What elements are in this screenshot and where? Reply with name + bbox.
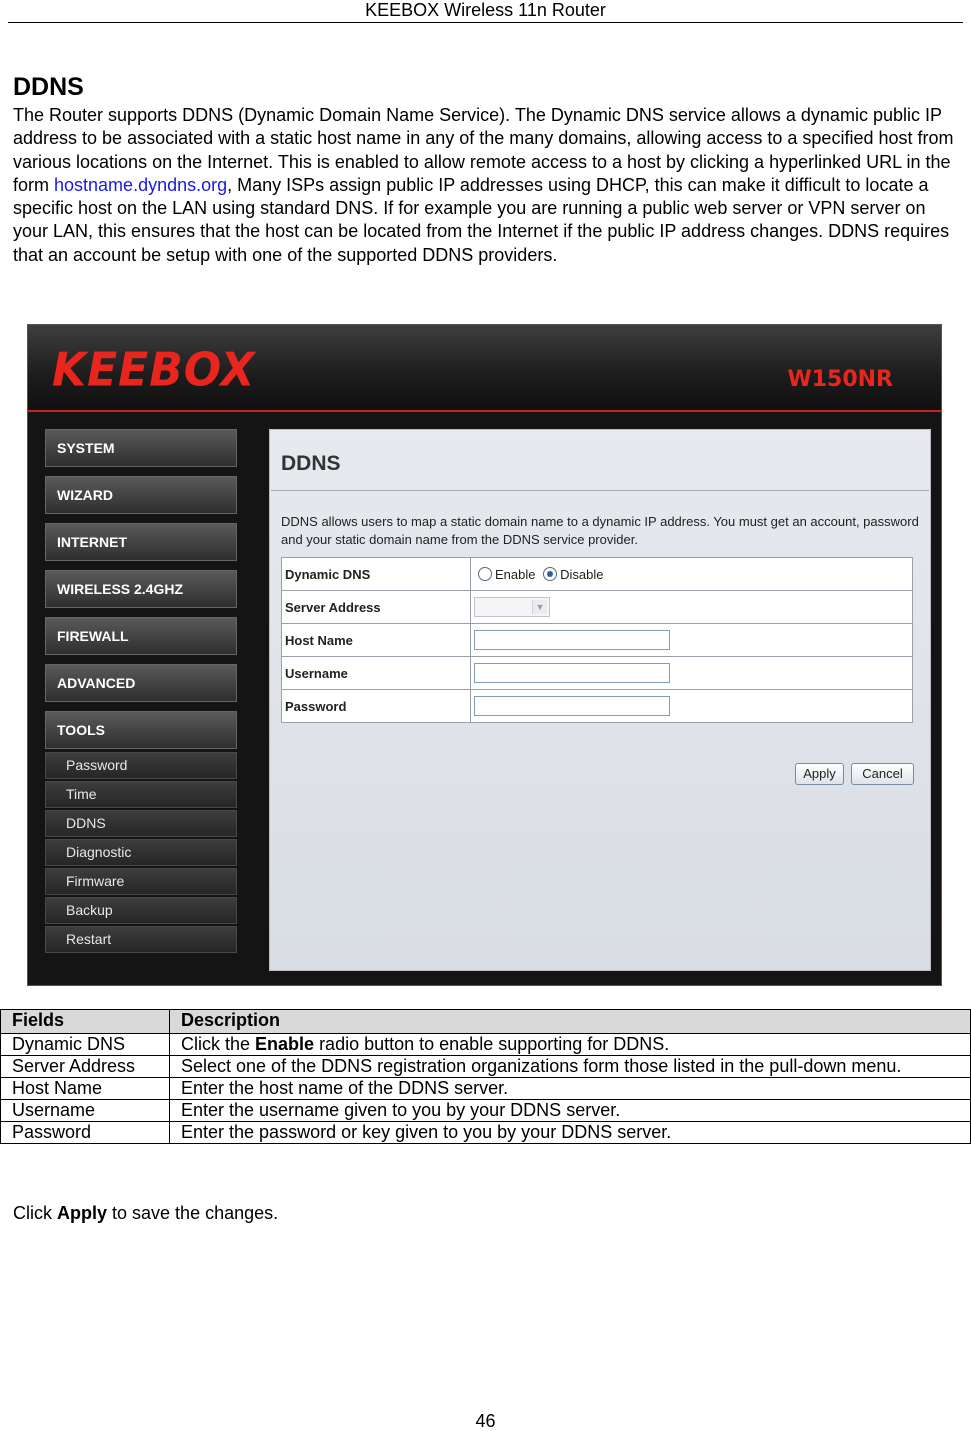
outro-pre: Click xyxy=(13,1203,57,1223)
menu-advanced[interactable]: ADVANCED xyxy=(45,664,237,702)
table-row xyxy=(1,1034,971,1056)
field-name: Host Name xyxy=(1,1078,170,1100)
router-ui-screenshot xyxy=(27,324,942,986)
field-description: Enter the username given to you by your DDNS server. xyxy=(170,1100,971,1122)
model-label: W150NR xyxy=(787,367,893,392)
field-name: Username xyxy=(1,1100,170,1122)
field-description xyxy=(170,1034,971,1056)
menu-sub-diagnostic[interactable]: Diagnostic xyxy=(45,839,237,866)
menu-tools[interactable]: TOOLS xyxy=(45,711,237,749)
chevron-down-icon: ▼ xyxy=(532,600,547,614)
panel-description: DDNS allows users to map a static domain name to a dynamic IP address. You must get an account, password and your static domain name from the DDNS service provider. xyxy=(281,514,919,547)
hostname-link[interactable]: hostname.dyndns.org xyxy=(54,174,228,195)
field-name: Dynamic DNS xyxy=(1,1034,170,1056)
username-input[interactable] xyxy=(474,663,670,683)
section-title: DDNS xyxy=(13,73,84,101)
table-row xyxy=(1,1100,971,1122)
menu-internet[interactable]: INTERNET xyxy=(45,523,237,561)
panel-divider xyxy=(271,490,929,491)
outro-bold: Apply xyxy=(57,1203,108,1223)
field-name: Password xyxy=(1,1122,170,1144)
page-header: KEEBOX Wireless 11n Router xyxy=(8,0,963,23)
intro-text-2: , Many ISPs assign public IP addresses using DHCP, this can make it difficult to locate a specific host on the LAN using standard DNS. If for example you are running a public web server or VPN server on your LAN, this ensures that the host can be located from the Internet if the public IP address changes. DDNS requires that an account be setup with one of the supported DDNS providers. xyxy=(13,174,950,265)
ddns-form xyxy=(281,557,913,723)
field-name: Server Address xyxy=(1,1056,170,1078)
fields-table xyxy=(0,1009,971,1144)
menu-sub-backup[interactable]: Backup xyxy=(45,897,237,924)
keebox-logo: KEEBOX xyxy=(52,343,256,398)
username-label: Username xyxy=(282,657,471,690)
fields-header: Fields xyxy=(1,1010,170,1034)
desc-text: Click the xyxy=(181,1034,256,1054)
outro-text xyxy=(13,1201,278,1225)
password-label: Password xyxy=(282,690,471,723)
menu-system[interactable]: SYSTEM xyxy=(45,429,237,467)
menu-wizard[interactable]: WIZARD xyxy=(45,476,237,514)
description-header: Description xyxy=(170,1010,971,1034)
outro-post: to save the changes. xyxy=(107,1203,279,1223)
panel-title: DDNS xyxy=(281,452,341,475)
password-input[interactable] xyxy=(474,696,670,716)
router-banner xyxy=(28,325,941,412)
cancel-button[interactable]: Cancel xyxy=(851,763,914,785)
page-number: 46 xyxy=(475,1411,496,1431)
menu-sub-password[interactable]: Password xyxy=(45,752,237,779)
apply-button[interactable]: Apply xyxy=(795,763,844,785)
menu-sub-restart[interactable]: Restart xyxy=(45,926,237,953)
server-address-select[interactable] xyxy=(474,597,550,617)
host-name-input[interactable] xyxy=(474,630,670,650)
dynamic-dns-label: Dynamic DNS xyxy=(282,558,471,591)
table-row xyxy=(1,1078,971,1100)
field-description: Enter the password or key given to you by your DDNS server. xyxy=(170,1122,971,1144)
table-row xyxy=(1,1122,971,1144)
menu-wireless[interactable]: WIRELESS 2.4GHZ xyxy=(45,570,237,608)
radio-disable-label: Disable xyxy=(560,566,604,582)
host-name-label: Host Name xyxy=(282,624,471,657)
desc-text: radio button to enable supporting for DDNS. xyxy=(314,1034,670,1054)
desc-bold: Enable xyxy=(255,1034,315,1054)
dynamic-dns-radios xyxy=(471,558,913,591)
menu-firewall[interactable]: FIREWALL xyxy=(45,617,237,655)
menu-sub-ddns[interactable]: DDNS xyxy=(45,810,237,837)
menu-sub-time[interactable]: Time xyxy=(45,781,237,808)
menu-sub-firmware[interactable]: Firmware xyxy=(45,868,237,895)
ddns-panel xyxy=(269,429,931,971)
radio-disable[interactable] xyxy=(543,567,557,581)
server-address-label: Server Address xyxy=(282,591,471,624)
field-description: Select one of the DDNS registration organizations form those listed in the pull-down menu. xyxy=(170,1056,971,1078)
radio-enable-label: Enable xyxy=(495,566,536,582)
table-row xyxy=(1,1056,971,1078)
radio-enable[interactable] xyxy=(478,567,492,581)
intro-paragraph xyxy=(13,104,965,267)
field-description: Enter the host name of the DDNS server. xyxy=(170,1078,971,1100)
intro-text-1: The Router supports DDNS (Dynamic Domain Name Service). The Dynamic DNS service allows a dynamic public IP address to be associated with a static host name in any of the many domains, allowing access to a specified host from various locations on the Internet. This is enabled to allow remote access to a host by clicking a hyperlinked URL in the form xyxy=(13,105,954,195)
